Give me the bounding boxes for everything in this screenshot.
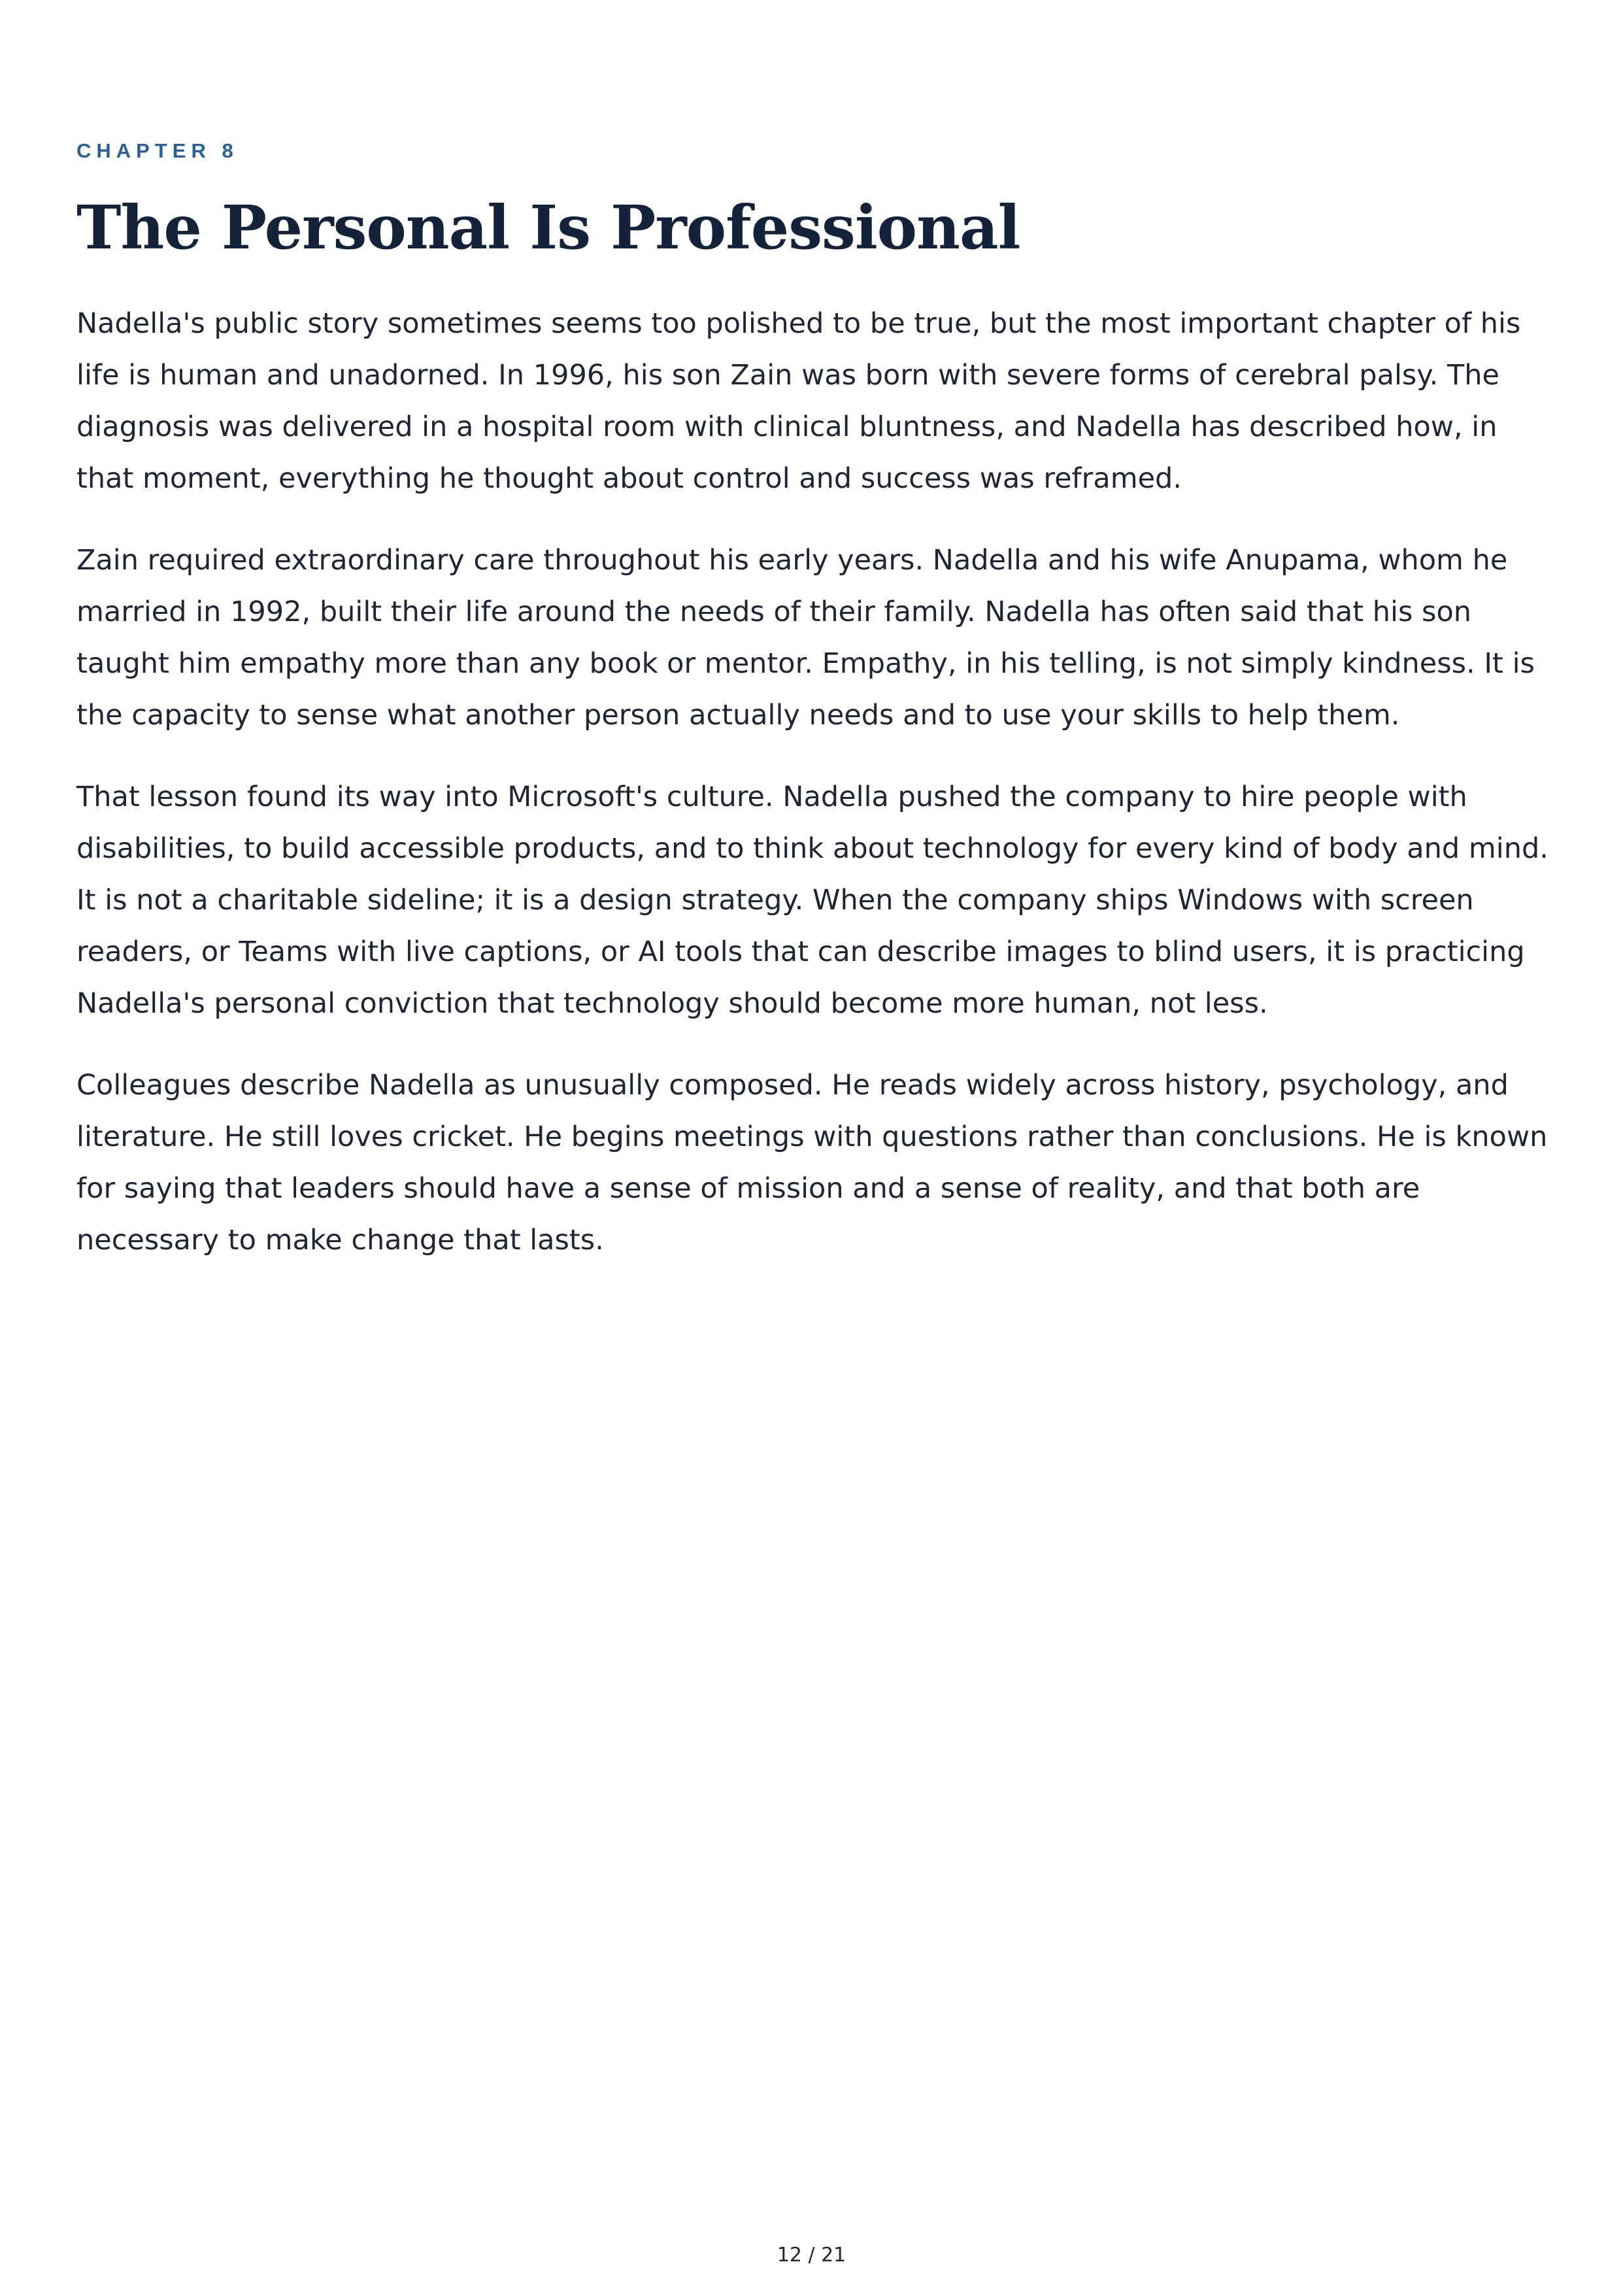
chapter-content: [76, 136, 1554, 1296]
body-paragraph: Nadella's public story sometimes seems too polished to be true, but the most important chapter of his life is human and unadorned. In 1996, his son Zain was born with severe forms of cerebral palsy. The diagnosis was delivered in a hospital room with clinical bluntness, and Nadella has described how, in that moment, everything he thought about control and success was reframed.: [76, 307, 1521, 495]
page-number: 12 / 21: [777, 2244, 846, 2267]
body-paragraph: Colleagues describe Nadella as unusually composed. He reads widely across history, psychology, and literature. He still loves cricket. He begins meetings with questions rather than conclusions. He is known for saying that leaders should have a sense of mission and a sense of reality, and that both are necessary to make change that lasts.: [76, 1069, 1548, 1257]
chapter-label: CHAPTER 8: [76, 139, 239, 162]
body-paragraph: Zain required extraordinary care throughout his early years. Nadella and his wife Anupama, whom he married in 1992, built their life around the needs of their family. Nadella has often said that his son taught him empathy more than any book or mentor. Empathy, in his telling, is not simply kindness. It is the capacity to sense what another person actually needs and to use your skills to help them.: [76, 544, 1535, 732]
body-paragraph: That lesson found its way into Microsoft's culture. Nadella pushed the company to hire people with disabilities, to build accessible products, and to think about technology for every kind of body and mind. It is not a charitable sideline; it is a design strategy. When the company ships Windows with screen readers, or Teams with live captions, or AI tools that can describe images to blind users, it is practicing Nadella's personal conviction that technology should become more human, not less.: [76, 781, 1548, 1020]
chapter-title: The Personal Is Professional: [76, 192, 1020, 263]
